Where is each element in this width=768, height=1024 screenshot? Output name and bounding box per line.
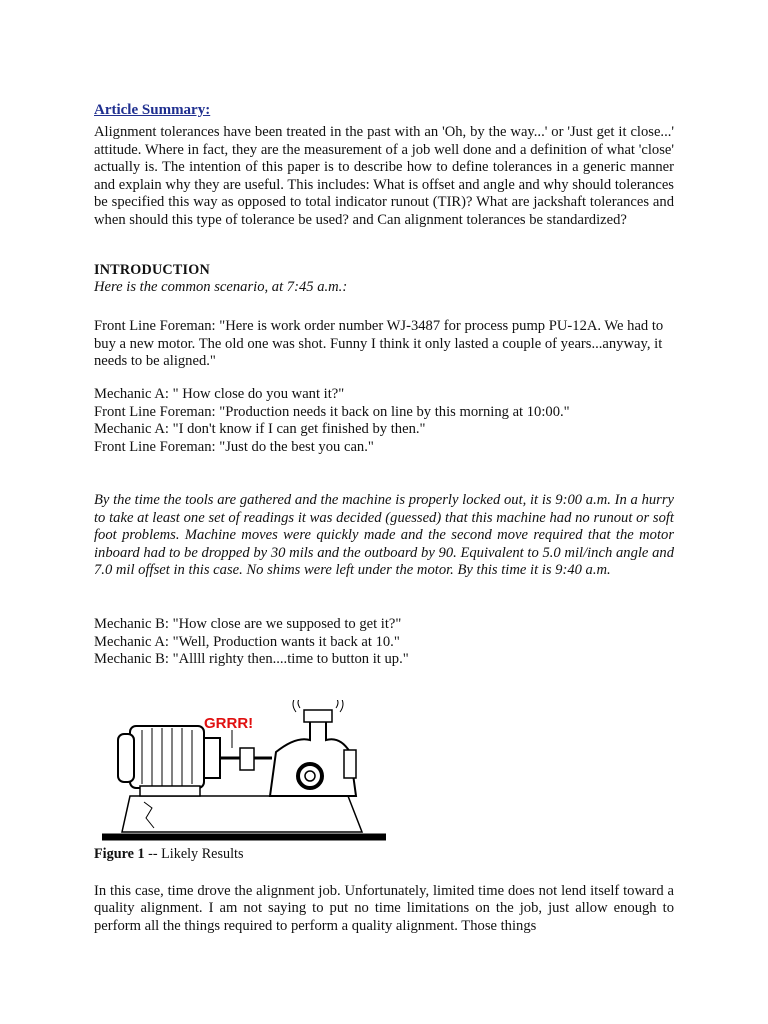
- foreman-paragraph: [94, 318, 674, 371]
- dialog-line: Front Line Foreman: "Just do the best you can.": [94, 438, 374, 455]
- figure-caption-text: -- Likely Results: [144, 846, 244, 862]
- scenario-subheading: Here is the common scenario, at 7:45 a.m.:: [94, 279, 348, 295]
- article-summary-heading: Article Summary:: [94, 102, 211, 118]
- article-summary-paragraph: Alignment tolerances have been treated in the past with an 'Oh, by the way...' or 'Just get it close...' attitude. Where in fact, they are the measurement of a job well done and a definition of what 'close' actually is. The intention of this paper is to describe how to define tolerances in a generic manner and explain why they are useful. This includes: What is offset and angle and why should tolerances be specified this way as opposed to total indicator runout (TIR)? What are jackshaft tolerances and when should this type of tolerance be used? and Can alignment tolerances be standardized?: [94, 124, 674, 228]
- pump-outlet: [344, 750, 356, 778]
- figure-caption: [94, 846, 243, 863]
- dialog-line: Mechanic A: "Well, Production wants it back at 10.": [94, 633, 400, 650]
- narrative-paragraph: By the time the tools are gathered and the machine is properly locked out, it is 9:00 a.m. In a hurry to take at least one set of readings it was decided (guessed) that this machine had no runout or soft foot problems. Machine moves were quickly made and the second move required that the motor inboard had to be dropped by 30 mils and the outboard by 90. Equivalent to 5.0 mil/inch angle and 7.0 mil offset in this case. No shims were left under the motor. By this time it is 9:40 a.m.: [94, 492, 674, 579]
- dialog-line: Mechanic B: "Allll righty then....time to button it up.": [94, 651, 409, 668]
- dialog-line: Mechanic A: "I don't know if I can get finished by then.": [94, 421, 426, 438]
- dialog-block-2: [94, 616, 674, 669]
- figure-caption-label: Figure 1: [94, 846, 145, 862]
- dialog-line: Front Line Foreman: "Production needs it back on line by this morning at 10:00.": [94, 403, 570, 420]
- dialog-line: Mechanic A: " How close do you want it?": [94, 386, 345, 402]
- coupling: [240, 748, 254, 770]
- motor-flange: [204, 738, 220, 778]
- motor-body: [130, 726, 204, 788]
- pump-top-flange: [304, 710, 332, 722]
- pump-motor-illustration: [100, 700, 390, 846]
- figure-1-illustration: [100, 700, 390, 846]
- dialog-block-1: [94, 386, 674, 456]
- grrr-sound-text: GRRR!: [204, 715, 254, 732]
- motor-feet: [140, 786, 200, 796]
- foreman-paragraph-text: Front Line Foreman: "Here is work order number WJ-3487 for process pump PU-12A. We had to buy a new motor. The old one was shot. Funny I think it only lasted a couple of years...anyway, it needs to be aligned.": [94, 318, 664, 370]
- motor-end-cap: [118, 734, 134, 782]
- foundation-block: [122, 796, 362, 832]
- closing-paragraph: In this case, time drove the alignment job. Unfortunately, limited time does not lend itself toward a quality alignment. I am not saying to put no time limitations on the job, just allow enough to perform all the things required to perform a quality alignment. Those things: [94, 882, 674, 934]
- dialog-line: Mechanic B: "How close are we supposed to get it?": [94, 616, 402, 632]
- introduction-heading: INTRODUCTION: [94, 262, 210, 278]
